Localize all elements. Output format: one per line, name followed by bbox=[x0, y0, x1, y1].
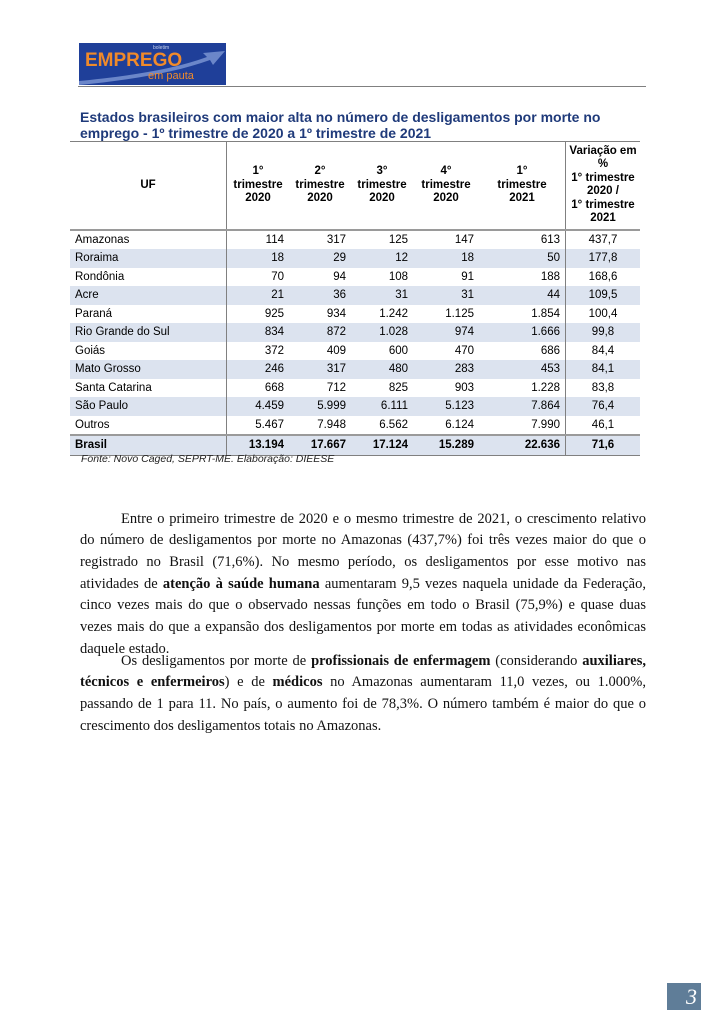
paragraph-2 bbox=[80, 651, 646, 738]
cell-variation: 109,5 bbox=[566, 286, 641, 305]
header-q4-2020: 4° trimestre 2020 bbox=[413, 142, 479, 230]
cell-q1-2020: 925 bbox=[264, 307, 284, 320]
body-text: (considerando bbox=[490, 652, 583, 669]
emprego-em-pauta-logo bbox=[79, 43, 226, 85]
cell-q3-2020: 1.028 bbox=[351, 323, 413, 342]
cell-variation: 100,4 bbox=[566, 305, 641, 324]
cell-variation: 76,4 bbox=[566, 397, 641, 416]
cell-variation: 437,7 bbox=[566, 230, 641, 250]
emphasis-text: profissionais de enfermagem bbox=[311, 652, 491, 669]
cell-q1-2020: 4.459 bbox=[227, 397, 290, 416]
cell-q1-2020: 21 bbox=[227, 286, 290, 305]
body-text: Os desligamentos por morte de bbox=[121, 652, 312, 669]
table-row bbox=[70, 360, 640, 379]
cell-q2-2020: 7.948 bbox=[317, 418, 346, 431]
table-row bbox=[70, 305, 640, 324]
cell-q2-2020: 712 bbox=[326, 381, 346, 394]
cell-q3-2020: 480 bbox=[351, 360, 413, 379]
cell-q1-2021: 22.636 bbox=[479, 435, 566, 455]
cell-uf: Brasil bbox=[70, 435, 227, 455]
cell-variation: 84,1 bbox=[566, 360, 641, 379]
cell-q1-2021: 7.864 bbox=[479, 397, 566, 416]
cell-q3-2020: 12 bbox=[351, 249, 413, 268]
cell-variation: 71,6 bbox=[566, 435, 641, 455]
table-row bbox=[70, 342, 640, 361]
body-text: no Amazonas aumentaram 11,0 vezes, ou 1.000%, passando de 1 para 11. No país, o aumento foi de 78,3%. O número também é maior do que o crescimento dos desligamentos totais no Amazonas. bbox=[80, 674, 646, 734]
cell-q1-2020: 372 bbox=[264, 344, 284, 357]
cell-uf: Goiás bbox=[70, 342, 227, 361]
dismissals-table bbox=[70, 141, 640, 456]
logo-small-label: boletim bbox=[153, 45, 170, 51]
cell-q1-2021: 686 bbox=[540, 344, 560, 357]
cell-q1-2020: 5.467 bbox=[255, 418, 284, 431]
cell-q4-2020: 15.289 bbox=[413, 435, 479, 455]
body-text: aumentaram 9,5 vezes naquela unidade da Federação, cinco vezes mais do que o observado nessas funções em todo o Brasil (75,9%) e quase duas vezes mais do que a expansão dos desligamentos por morte em todas as atividades econômicas daquele estado. bbox=[80, 575, 646, 657]
table-total-row bbox=[70, 435, 640, 455]
cell-q3-2020: 6.111 bbox=[351, 397, 413, 416]
logo-title: EMPREGO bbox=[85, 50, 183, 71]
cell-q4-2020: 6.124 bbox=[445, 418, 474, 431]
table-row bbox=[70, 397, 640, 416]
cell-q4-2020: 5.123 bbox=[413, 397, 479, 416]
table-row bbox=[70, 230, 640, 250]
cell-q3-2020: 108 bbox=[388, 270, 408, 283]
cell-variation: 83,8 bbox=[566, 379, 641, 398]
cell-q1-2021: 453 bbox=[479, 360, 566, 379]
cell-variation: 168,6 bbox=[566, 268, 641, 287]
cell-q3-2020: 17.124 bbox=[351, 435, 413, 455]
table-row bbox=[70, 249, 640, 268]
table-row bbox=[70, 268, 640, 287]
cell-q2-2020: 934 bbox=[326, 307, 346, 320]
cell-uf: Outros bbox=[70, 416, 227, 436]
cell-q4-2020: 31 bbox=[413, 286, 479, 305]
header-variation: Variação em % 1° trimestre 2020 / 1° trimestre 2021 bbox=[566, 142, 641, 230]
cell-q4-2020: 18 bbox=[413, 249, 479, 268]
cell-q2-2020: 94 bbox=[333, 270, 346, 283]
header-uf: UF bbox=[70, 142, 227, 230]
cell-q2-2020: 317 bbox=[289, 360, 351, 379]
cell-q4-2020: 1.125 bbox=[445, 307, 474, 320]
header-q1-2021: 1° trimestre 2021 bbox=[479, 142, 566, 230]
cell-uf: Paraná bbox=[70, 305, 227, 324]
cell-q4-2020: 470 bbox=[454, 344, 474, 357]
table-row bbox=[70, 379, 640, 398]
paragraph-1 bbox=[80, 509, 646, 661]
cell-q2-2020: 872 bbox=[289, 323, 351, 342]
cell-q4-2020: 903 bbox=[454, 381, 474, 394]
emphasis-text: auxiliares, técnicos e enfermeiros bbox=[80, 652, 646, 691]
cell-uf: Rio Grande do Sul bbox=[70, 323, 227, 342]
cell-q3-2020: 600 bbox=[388, 344, 408, 357]
cell-q1-2020: 668 bbox=[264, 381, 284, 394]
cell-q1-2020: 18 bbox=[227, 249, 290, 268]
page-number: 3 bbox=[667, 983, 701, 1010]
cell-uf: Acre bbox=[70, 286, 227, 305]
header-q1-2020: 1° trimestre 2020 bbox=[227, 142, 290, 230]
cell-q1-2021: 50 bbox=[479, 249, 566, 268]
cell-q3-2020: 125 bbox=[388, 233, 408, 246]
header-q3-2020: 3° trimestre 2020 bbox=[351, 142, 413, 230]
cell-q2-2020: 36 bbox=[289, 286, 351, 305]
table-source-note: Fonte: Novo Caged, SEPRT-ME. Elaboração: DIEESE bbox=[81, 453, 335, 465]
cell-variation: 99,8 bbox=[566, 323, 641, 342]
cell-q3-2020: 1.242 bbox=[379, 307, 408, 320]
cell-q4-2020: 283 bbox=[413, 360, 479, 379]
cell-q1-2020: 114 bbox=[265, 233, 284, 246]
cell-q4-2020: 974 bbox=[413, 323, 479, 342]
table-header-row bbox=[70, 142, 640, 230]
header-divider bbox=[78, 86, 646, 87]
cell-q1-2021: 44 bbox=[479, 286, 566, 305]
cell-q1-2021: 7.990 bbox=[531, 418, 560, 431]
body-text: Entre o primeiro trimestre de 2020 e o mesmo trimestre de 2021, o crescimento relativo do número de desligamentos por morte no Amazonas (437,7%) foi três vezes maior do que o registrado no Brasil (71,6%). No mesmo período, os desligamentos por esse motivo nas atividades de bbox=[80, 510, 646, 592]
cell-q3-2020: 6.562 bbox=[379, 418, 408, 431]
cell-uf: Mato Grosso bbox=[70, 360, 227, 379]
cell-q1-2020: 70 bbox=[271, 270, 284, 283]
cell-q1-2021: 1.854 bbox=[531, 307, 560, 320]
cell-q2-2020: 17.667 bbox=[289, 435, 351, 455]
cell-variation: 84,4 bbox=[566, 342, 641, 361]
cell-uf: São Paulo bbox=[70, 397, 227, 416]
cell-q3-2020: 825 bbox=[388, 381, 408, 394]
cell-uf: Roraima bbox=[70, 249, 227, 268]
cell-variation: 177,8 bbox=[566, 249, 641, 268]
logo-subtitle: em pauta bbox=[148, 70, 194, 82]
cell-q2-2020: 5.999 bbox=[289, 397, 351, 416]
cell-q1-2021: 188 bbox=[540, 270, 560, 283]
emphasis-text: atenção à saúde humana bbox=[162, 575, 320, 592]
cell-uf: Rondônia bbox=[70, 268, 227, 287]
cell-q1-2021: 1.228 bbox=[531, 381, 560, 394]
body-text: ) e de bbox=[224, 674, 273, 691]
table-row bbox=[70, 323, 640, 342]
cell-q2-2020: 409 bbox=[326, 344, 346, 357]
cell-uf: Santa Catarina bbox=[70, 379, 227, 398]
cell-uf: Amazonas bbox=[70, 230, 227, 250]
cell-q3-2020: 31 bbox=[351, 286, 413, 305]
cell-q1-2020: 834 bbox=[227, 323, 290, 342]
table-title: Estados brasileiros com maior alta no número de desligamentos por morte no emprego - 1º trimestre de 2020 a 1º trimestre de 2021 bbox=[80, 109, 601, 141]
table-row bbox=[70, 286, 640, 305]
cell-q1-2021: 1.666 bbox=[479, 323, 566, 342]
cell-q1-2020: 13.194 bbox=[227, 435, 290, 455]
emphasis-text: médicos bbox=[272, 674, 323, 691]
cell-q4-2020: 91 bbox=[461, 270, 474, 283]
cell-q2-2020: 317 bbox=[326, 233, 346, 246]
cell-q1-2020: 246 bbox=[227, 360, 290, 379]
cell-q2-2020: 29 bbox=[289, 249, 351, 268]
cell-q4-2020: 147 bbox=[454, 233, 474, 246]
cell-q1-2021: 613 bbox=[540, 233, 560, 246]
cell-variation: 46,1 bbox=[566, 416, 641, 436]
header-q2-2020: 2° trimestre 2020 bbox=[289, 142, 351, 230]
table-row bbox=[70, 416, 640, 436]
